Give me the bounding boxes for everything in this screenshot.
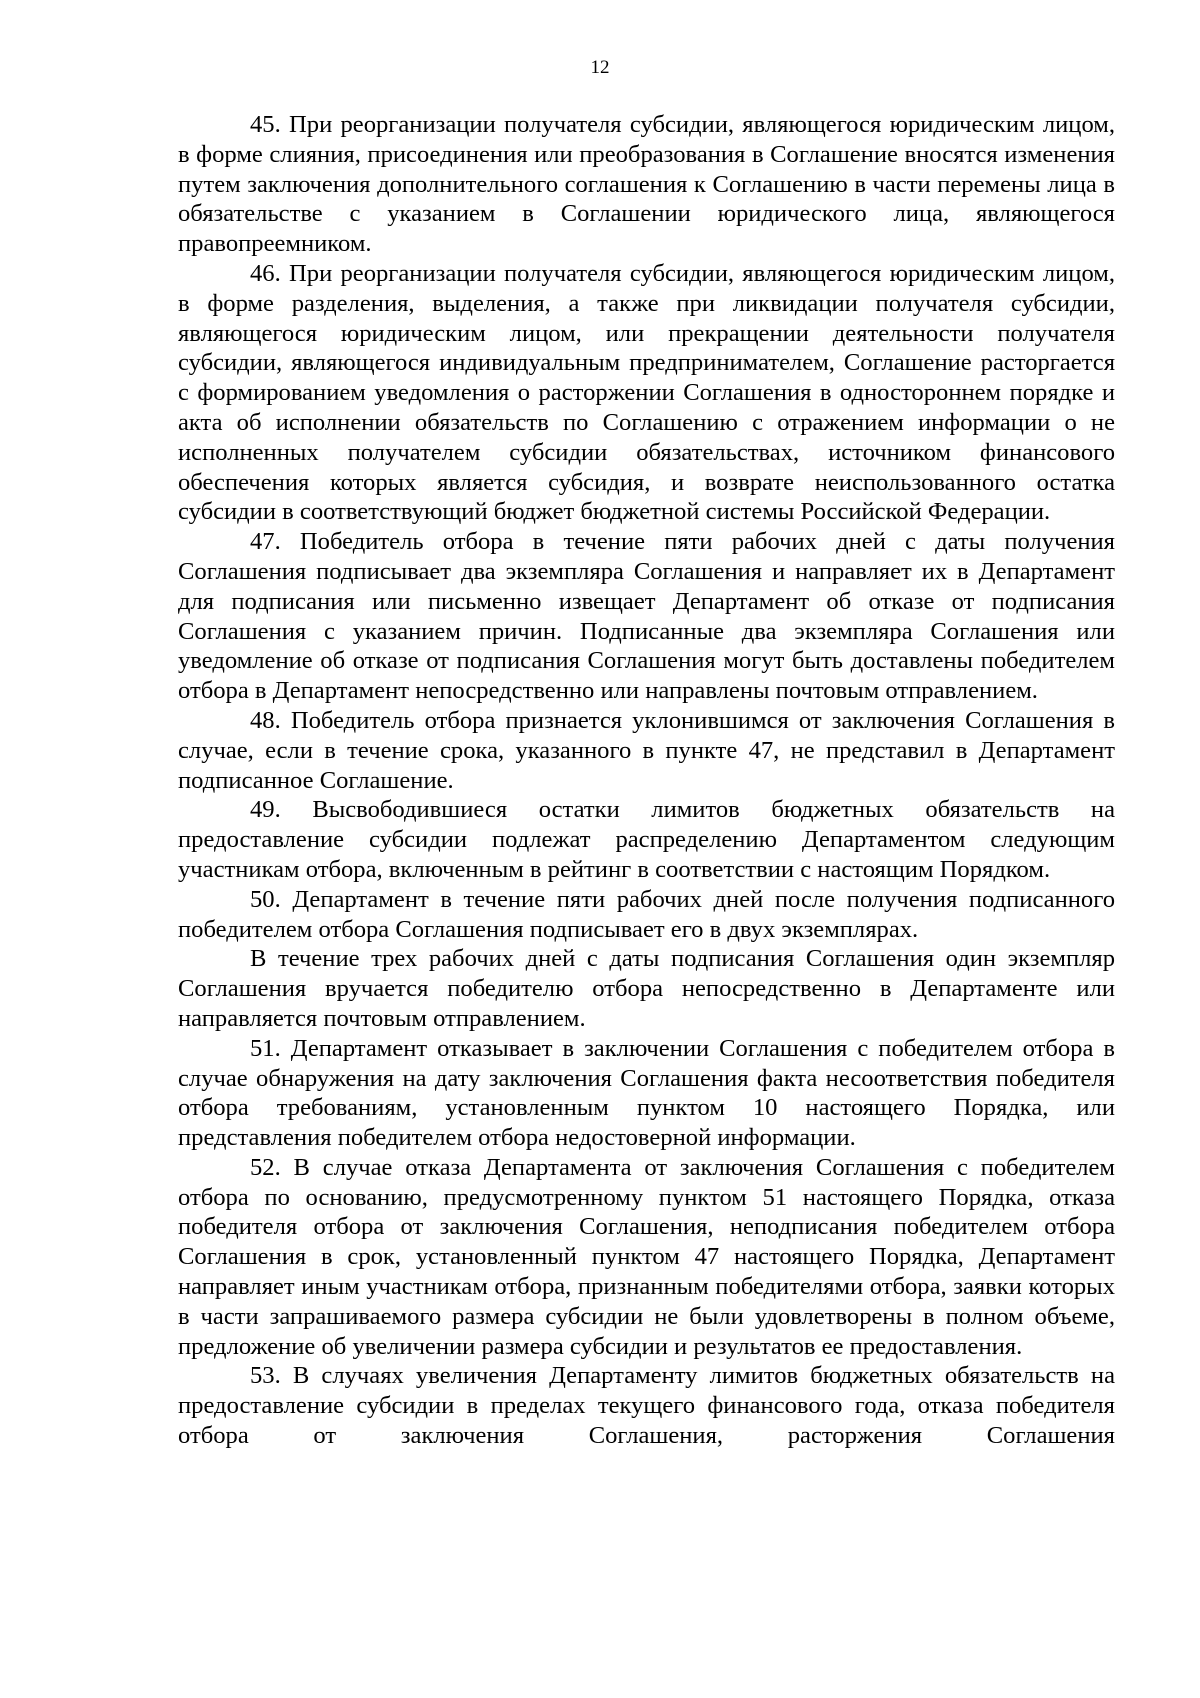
paragraph-50-continuation: В течение трех рабочих дней с даты подписания Соглашения один экземпляр Соглашения вручается победителю отбора непосредственно в Департаменте или направляется почтовым отправлением. xyxy=(178,945,1115,1032)
paragraph-49: 49. Высвободившиеся остатки лимитов бюджетных обязательств на предоставление субсидии подлежат распределению Департаментом следующим участникам отбора, включенным в рейтинг в соответствии с настоящим Порядком. xyxy=(178,796,1115,883)
page-number: 12 xyxy=(590,57,610,78)
paragraph-48: 48. Победитель отбора признается уклонившимся от заключения Соглашения в случае, если в течение срока, указанного в пункте 47, не представил в Департамент подписанное Соглашение. xyxy=(178,706,1115,794)
paragraph-53: 53. В случаях увеличения Департаменту лимитов бюджетных обязательств на предоставление субсидии в пределах текущего финансового года, отказа победителя отбора от заключения Соглашения, расторжения Соглашения xyxy=(178,1362,1115,1450)
paragraph-52: 52. В случае отказа Департамента от заключения Соглашения с победителем отбора по основанию, предусмотренному пунктом 51 настоящего Порядка, отказа победителя отбора от заключения Соглашения, неподписания победителем отбора Соглашения в срок, установленный пунктом 47 настоящего Порядка, Департамент направляет иным участникам отбора, признанным победителями отбора, заявки которых в части запрашиваемого размера субсидии не были удовлетворены в полном объеме, предложение об увеличении размера субсидии и результатов ее предоставления. xyxy=(178,1153,1115,1360)
document-body xyxy=(178,110,1115,1451)
paragraph-46: 46. При реорганизации получателя субсидии, являющегося юридическим лицом, в форме разделения, выделения, а также при ликвидации получателя субсидии, являющегося юридическим лицом, или прекращении деятельности получателя субсидии, являющегося индивидуальным предпринимателем, Соглашение расторгается с формированием уведомления о расторжении Соглашения в одностороннем порядке и акта об исполнении обязательств по Соглашению с отражением информации о не исполненных получателем субсидии обязательствах, источником финансового обеспечения которых является субсидия, и возврате неиспользованного остатка субсидии в соответствующий бюджет бюджетной системы Российской Федерации. xyxy=(178,259,1115,526)
paragraph-50: 50. Департамент в течение пяти рабочих дней после получения подписанного победителем отбора Соглашения подписывает его в двух экземплярах. xyxy=(178,885,1115,943)
paragraph-47: 47. Победитель отбора в течение пяти рабочих дней с даты получения Соглашения подписывает два экземпляра Соглашения и направляет их в Департамент для подписания или письменно извещает Департамент об отказе от подписания Соглашения с указанием причин. Подписанные два экземпляра Соглашения или уведомление об отказе от подписания Соглашения могут быть доставлены победителем отбора в Департамент непосредственно или направлены почтовым отправлением. xyxy=(178,528,1115,705)
paragraph-45: 45. При реорганизации получателя субсидии, являющегося юридическим лицом, в форме слияния, присоединения или преобразования в Соглашение вносятся изменения путем заключения дополнительного соглашения к Соглашению в части перемены лица в обязательстве с указанием в Соглашении юридического лица, являющегося правопреемником. xyxy=(178,111,1115,258)
paragraph-51: 51. Департамент отказывает в заключении Соглашения с победителем отбора в случае обнаружения на дату заключения Соглашения факта несоответствия победителя отбора требованиям, установленным пунктом 10 настоящего Порядка, или представления победителем отбора недостоверной информации. xyxy=(178,1034,1115,1152)
